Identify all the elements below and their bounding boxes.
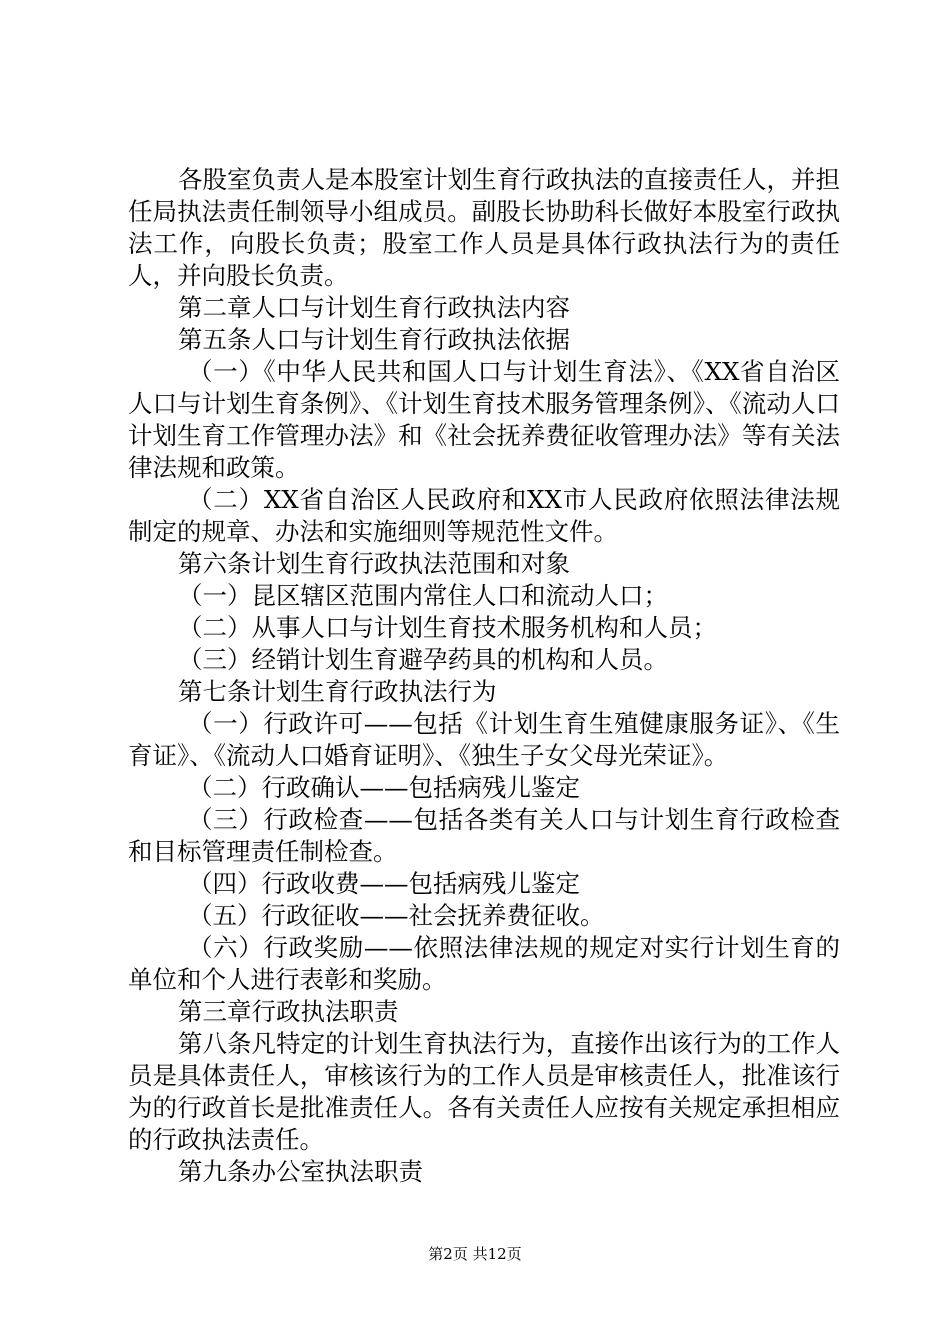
list-item: （三）行政检查——包括各类有关人口与计划生育行政检查和目标管理责任制检查。 <box>128 805 840 866</box>
document-body <box>128 164 840 1188</box>
list-item: （二）从事人口与计划生育技术服务机构和人员； <box>178 613 717 642</box>
paragraph-responsibility: 各股室负责人是本股室计划生育行政执法的直接责任人，并担任局执法责任制领导小组成员。副股长协助科长做好本股室行政执法工作，向股长负责；股室工作人员是具体行政执法行为的责任人，并向股长负责。 <box>128 165 840 290</box>
list-item: （一）行政许可——包括《计划生育生殖健康服务证》、《生育证》、《流动人口婚育证明》、《独生子女父母光荣证》。 <box>128 709 840 770</box>
list-item: （一）昆区辖区范围内常住人口和流动人口； <box>178 581 668 610</box>
list-item: （四）行政收费——包括病残儿鉴定 <box>188 869 580 898</box>
article-heading-6: 第六条计划生育行政执法范围和对象 <box>178 549 570 578</box>
list-item: （一）《中华人民共和国人口与计划生育法》、《XX省自治区人口与计划生育条例》、《计划生育技术服务管理条例》、《流动人口计划生育工作管理办法》和《社会抚养费征收管理办法》等有关法律法规和政策。 <box>128 357 840 482</box>
page-number-footer: 第2页 共12页 <box>428 1245 522 1263</box>
article-heading-9: 第九条办公室执法职责 <box>178 1157 423 1186</box>
article-8-text: 第八条凡特定的计划生育执法行为，直接作出该行为的工作人员是具体责任人，审核该行为的工作人员是审核责任人，批准该行为的行政首长是批准责任人。各有关责任人应按有关规定承担相应的行政执法责任。 <box>128 1029 840 1154</box>
list-item: （三）经销计划生育避孕药具的机构和人员。 <box>178 645 668 674</box>
list-item: （二）行政确认——包括病残儿鉴定 <box>188 773 580 802</box>
article-heading-7: 第七条计划生育行政执法行为 <box>178 677 497 706</box>
list-item: （六）行政奖励——依照法律法规的规定对实行计划生育的单位和个人进行表彰和奖励。 <box>128 933 840 994</box>
list-item: （二）XX省自治区人民政府和XX市人民政府依照法律法规制定的规章、办法和实施细则等规范性文件。 <box>128 485 840 546</box>
chapter-heading-3: 第三章行政执法职责 <box>178 997 399 1026</box>
article-heading-5: 第五条人口与计划生育行政执法依据 <box>178 325 570 354</box>
chapter-heading-2: 第二章人口与计划生育行政执法内容 <box>178 293 570 322</box>
list-item: （五）行政征收——社会抚养费征收。 <box>188 901 605 930</box>
